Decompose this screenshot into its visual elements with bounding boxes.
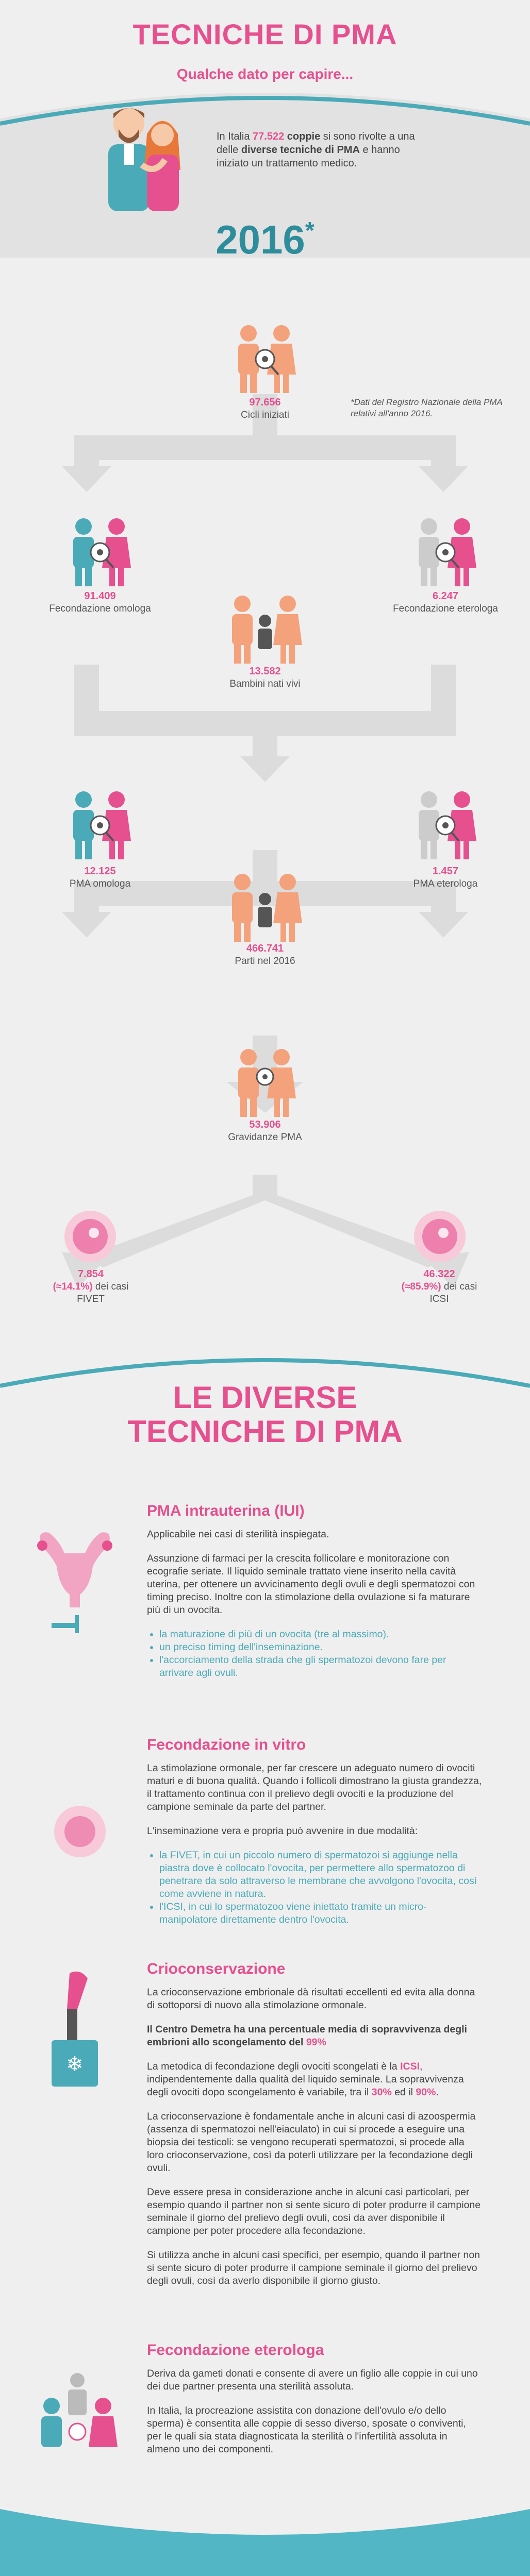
fivet-label: FIVET (77, 1294, 105, 1304)
egg-cell-icon (52, 1803, 108, 1860)
footer-wave (0, 2494, 530, 2555)
egg-fivet-icon (62, 1208, 119, 1265)
page-title: TECNICHE DI PMA (132, 18, 397, 50)
fivet-pct: (≈14.1%) dei casi (53, 1281, 129, 1292)
births-2016-value: 466.741 (246, 943, 284, 954)
intro-text: In Italia 77.522 coppie si sono rivolte a una delle diverse tecniche di PMA e hanno iniziato un trattamento medico. (217, 131, 415, 169)
egg-icsi-icon (411, 1208, 468, 1265)
uterus-icon (31, 1525, 119, 1633)
couple-grey-pink-icon (407, 788, 484, 860)
cycles-label: Cicli iniziati (241, 410, 289, 420)
svg-text:❄: ❄ (66, 2053, 84, 2076)
fivet-value: 7.854 (77, 1268, 104, 1280)
couple-teal-pink-icon (62, 788, 138, 860)
iui-body: Applicabile nei casi di sterilità inspiegata. Assunzione di farmaci per la crescita follicolare e monitorazione con ecografie seriate. Il liquido seminale trattato viene inserito nella cavità uterina, per ottenere un avvicinamento degli ovuli e degli spermatozoi con timing preciso. Inoltre con la stimolazione della ovulazione si fa maturare più di un ovocita. • la maturazione di più di un ovocita (tre al massimo). • un preciso timing dell'inseminazione. • l'accorciamento della strada che gli spermatozoi devono fare per arrivare agli ovuli. (147, 1528, 482, 1691)
footnote: *Dati del Registro Nazionale della PMA relativi all'anno 2016. (351, 397, 503, 418)
icsi-pct: (≈85.9%) dei casi (401, 1281, 477, 1292)
live-births-value: 13.582 (249, 666, 281, 677)
page-subtitle: Qualche dato per capire... (176, 66, 354, 82)
icsi-label: ICSI (429, 1294, 449, 1304)
cryo-body: La crioconservazione embrionale dà risultati eccellenti ed evita alla donna di sottoporsi di nuovo alla stimolazione ormonale. Il Centro Demetra ha una percentuale media di sopravvivenza degli embrioni allo scongelamento del 99% La metodica di fecondazione degli ovociti scongelati è la ICSI, indipendentemente dalla qualità del liquido seminale. La sopravvivenza degli ovociti dopo scongelamento è variabile, tra il 30% ed il 90%. La crioconservazione è fondamentale anche in alcuni casi di azoospermia (assenza di spermatozoi nell'eiaculato) in cui si procede a eseguire una biopsia dei testicoli: se vengono recuperati spermatozoi, si procede alla loro crioconservazione, così da poterli utilizzare per la fecondazione degli ovuli. Deve essere presa in considerazione anche in alcuni casi particolari, per esempio quando il partner non si sente sicuro di poter produrre il campione seminale il giorno del prelievo degli ovuli, così da aver disponibile il campione per poter procedere alla fecondazione. Si utilizza anche in alcuni casi specifici, per esempio, quando il partner non si sente sicuro di poter produrre il campione seminale il giorno del prelievo degli ovuli, così da averlo disponibile il giorno giusto. (147, 1987, 481, 2286)
icsi-value: 46.322 (423, 1268, 455, 1280)
couple-icon (93, 98, 196, 216)
live-births-label: Bambini nati vivi (229, 679, 301, 689)
heterologous-fert-label: Fecondazione eterologa (393, 603, 498, 614)
pregnancies-label: Gravidanze PMA (228, 1132, 302, 1143)
year-heading: 2016* (216, 217, 314, 262)
section-title: LE DIVERSE TECNICHE DI PMA (127, 1380, 403, 1449)
ivf-title: Fecondazione in vitro (147, 1736, 306, 1753)
couple-pregnancy-icon (227, 1046, 303, 1118)
cryo-title: Crioconservazione (147, 1960, 286, 1977)
pma-heterologous-value: 1.457 (432, 866, 459, 877)
heterologous-fert-value: 6.247 (432, 590, 459, 602)
pma-homologous-value: 12.125 (84, 866, 116, 877)
cryo-tank-icon (41, 1968, 113, 2092)
pma-heterologous-label: PMA eterologa (413, 878, 478, 889)
couple-grey-pink-icon (407, 515, 484, 587)
pma-homologous-label: PMA omologa (69, 878, 131, 889)
pregnancies-value: 53.906 (249, 1119, 281, 1130)
ivf-body: La stimolazione ormonale, per far crescere un adeguato numero di ovociti maturi e di buona qualità. Quando i follicoli dimostrano la giusta grandezza, il trattamento continua con il prelievo degli ovociti e la produzione del campione seminale da parte del partner. L'inseminazione vera e propria può avvenire in due modalità: • la FIVET, in cui un piccolo numero di spermatozoi si aggiunge nella piastra dove è collocato l'ovocita, per permettere allo spermatozoo di penetrare da solo attraverso le membrane che avvolgono l'ovocita, così come avviene in natura. • l'ICSI, in cui lo spermatozoo viene iniettato tramite un micro-manipolatore direttamente dentro l'ovocita. (147, 1762, 482, 1938)
family-orange-icon (227, 871, 303, 943)
hetero-body: Deriva da gameti donati e consente di avere un figlio alle coppie in cui uno dei due partner presenta una sterilità assoluta. In Italia, la procreazione assistita con donazione dell'ovulo e/o dello sperma) è consentita alle coppie di sesso diverso, sposate o conviventi, per le quali sia stata diagnosticata la sterilità o l'infertilità assoluta in almeno uno dei componenti. (147, 2368, 478, 2455)
couple-teal-pink-icon (62, 515, 138, 587)
couple-orange-icon (227, 322, 303, 394)
homologous-fert-label: Fecondazione omologa (49, 603, 151, 614)
hetero-title: Fecondazione eterologa (147, 2342, 324, 2359)
iui-title: PMA intrauterina (IUI) (147, 1502, 305, 1519)
donor-couple-icon (31, 2370, 124, 2458)
homologous-fert-value: 91.409 (84, 590, 116, 602)
family-orange-icon (227, 592, 303, 665)
cycles-value: 97.656 (249, 397, 281, 408)
births-2016-label: Parti nel 2016 (235, 956, 295, 967)
